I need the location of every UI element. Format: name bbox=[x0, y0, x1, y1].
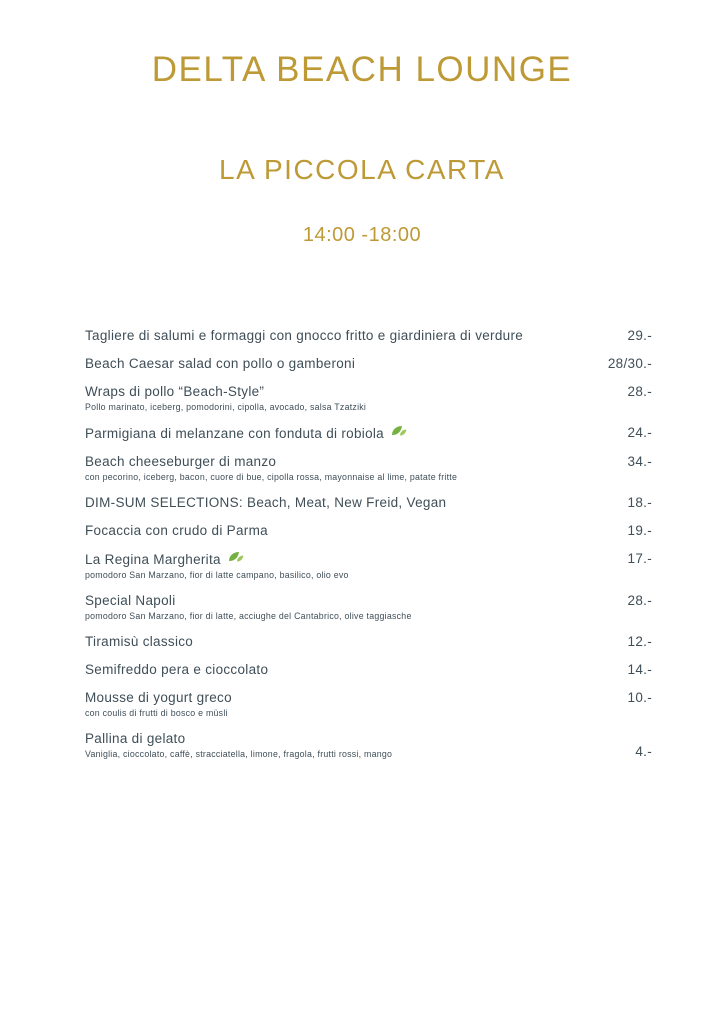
menu-item-name: Beach cheeseburger di manzo bbox=[85, 454, 277, 469]
menu-item-name-line bbox=[85, 383, 584, 400]
menu-item-price: 28/30.- bbox=[607, 356, 652, 371]
service-hours: 14:00 -18:00 bbox=[302, 224, 422, 246]
menu-item-text bbox=[85, 453, 594, 483]
menu-item-price: 14.- bbox=[627, 662, 652, 677]
menu-list bbox=[85, 327, 652, 760]
menu-item bbox=[85, 550, 652, 581]
menu-item bbox=[85, 592, 652, 622]
menu-item-name: Semifreddo pera e cioccolato bbox=[85, 662, 269, 677]
menu-item-text bbox=[85, 383, 594, 413]
menu-item-name: Parmigiana di melanzane con fonduta di robiola bbox=[85, 425, 384, 441]
menu-item bbox=[85, 494, 652, 511]
menu-item-name: Pallina di gelato bbox=[85, 731, 186, 746]
menu-item-name: Tiramisù classico bbox=[85, 634, 194, 649]
menu-item-text bbox=[85, 327, 594, 344]
menu-item-description: pomodoro San Marzano, fior di latte, acciughe del Cantabrico, olive taggiasche bbox=[85, 611, 412, 621]
menu-item-name-line bbox=[85, 661, 584, 678]
menu-item-description: pomodoro San Marzano, fior di latte campano, basilico, olio evo bbox=[85, 570, 349, 580]
menu-item-text bbox=[85, 689, 594, 719]
menu-title: LA PICCOLA CARTA bbox=[219, 154, 505, 185]
menu-item bbox=[85, 730, 652, 760]
menu-item-name: Tagliere di salumi e formaggi con gnocco fritto e giardiniera di verdure bbox=[85, 328, 524, 343]
menu-item-description: con coulis di frutti di bosco e müsli bbox=[85, 708, 228, 718]
menu-item-price: 17.- bbox=[627, 551, 652, 566]
menu-item-name: Focaccia con crudo di Parma bbox=[85, 523, 268, 538]
menu-item-description: con pecorino, iceberg, bacon, cuore di bue, cipolla rossa, mayonnaise al lime, patate fritte bbox=[85, 472, 458, 482]
menu-item-price: 10.- bbox=[627, 690, 652, 705]
menu-item-text bbox=[85, 730, 594, 760]
menu-item-price: 18.- bbox=[627, 495, 652, 510]
menu-item bbox=[85, 522, 652, 539]
menu-item-name-line bbox=[85, 355, 584, 372]
menu-item-name-line bbox=[85, 424, 584, 442]
menu-item-name: Special Napoli bbox=[85, 593, 176, 608]
menu-item-text bbox=[85, 355, 594, 372]
menu-item-name-line bbox=[85, 689, 584, 706]
menu-item-text bbox=[85, 633, 594, 650]
menu-item-name: Mousse di yogurt greco bbox=[85, 690, 232, 705]
menu-item bbox=[85, 355, 652, 372]
menu-item-name-line bbox=[85, 633, 584, 650]
menu-item-text bbox=[85, 550, 594, 581]
menu-item-name: La Regina Margherita bbox=[85, 551, 221, 567]
vegetarian-leaf-icon bbox=[390, 424, 407, 442]
menu-item bbox=[85, 689, 652, 719]
menu-item bbox=[85, 327, 652, 344]
menu-item-price: 28.- bbox=[627, 593, 652, 608]
vegetarian-leaf-icon bbox=[227, 550, 244, 568]
menu-item-text bbox=[85, 522, 594, 539]
menu-item-description: Pollo marinato, iceberg, pomodorini, cipolla, avocado, salsa Tzatziki bbox=[85, 402, 367, 412]
menu-item-description: Vaniglia, cioccolato, caffè, stracciatella, limone, fragola, frutti rossi, mango bbox=[85, 749, 393, 759]
menu-item-price: 28.- bbox=[627, 384, 652, 399]
menu-item-text bbox=[85, 661, 594, 678]
menu-item-name-line bbox=[85, 327, 584, 344]
menu-item-price: 29.- bbox=[627, 328, 652, 343]
menu-item-name: DIM-SUM SELECTIONS: Beach, Meat, New Freid, Vegan bbox=[85, 495, 447, 510]
menu-item bbox=[85, 453, 652, 483]
menu-item bbox=[85, 424, 652, 442]
menu-item-name-line bbox=[85, 730, 584, 747]
menu-item-price: 12.- bbox=[627, 634, 652, 649]
menu-item-name: Wraps di pollo “Beach-Style” bbox=[85, 384, 265, 399]
menu-item-price: 34.- bbox=[627, 454, 652, 469]
menu-item-text bbox=[85, 592, 594, 622]
menu-item-price: 4.- bbox=[635, 744, 652, 759]
menu-item bbox=[85, 661, 652, 678]
menu-item-text bbox=[85, 494, 594, 511]
restaurant-name: DELTA BEACH LOUNGE bbox=[151, 50, 573, 89]
menu-item-name: Beach Caesar salad con pollo o gamberoni bbox=[85, 356, 356, 371]
menu-item-price: 19.- bbox=[627, 523, 652, 538]
menu-item-price: 24.- bbox=[627, 425, 652, 440]
menu-item-name-line bbox=[85, 494, 584, 511]
menu-item-name-line bbox=[85, 550, 584, 568]
menu-item-name-line bbox=[85, 453, 584, 470]
menu-item-text bbox=[85, 424, 594, 442]
menu-item-name-line bbox=[85, 592, 584, 609]
menu-item-name-line bbox=[85, 522, 584, 539]
menu-item bbox=[85, 383, 652, 413]
menu-item bbox=[85, 633, 652, 650]
